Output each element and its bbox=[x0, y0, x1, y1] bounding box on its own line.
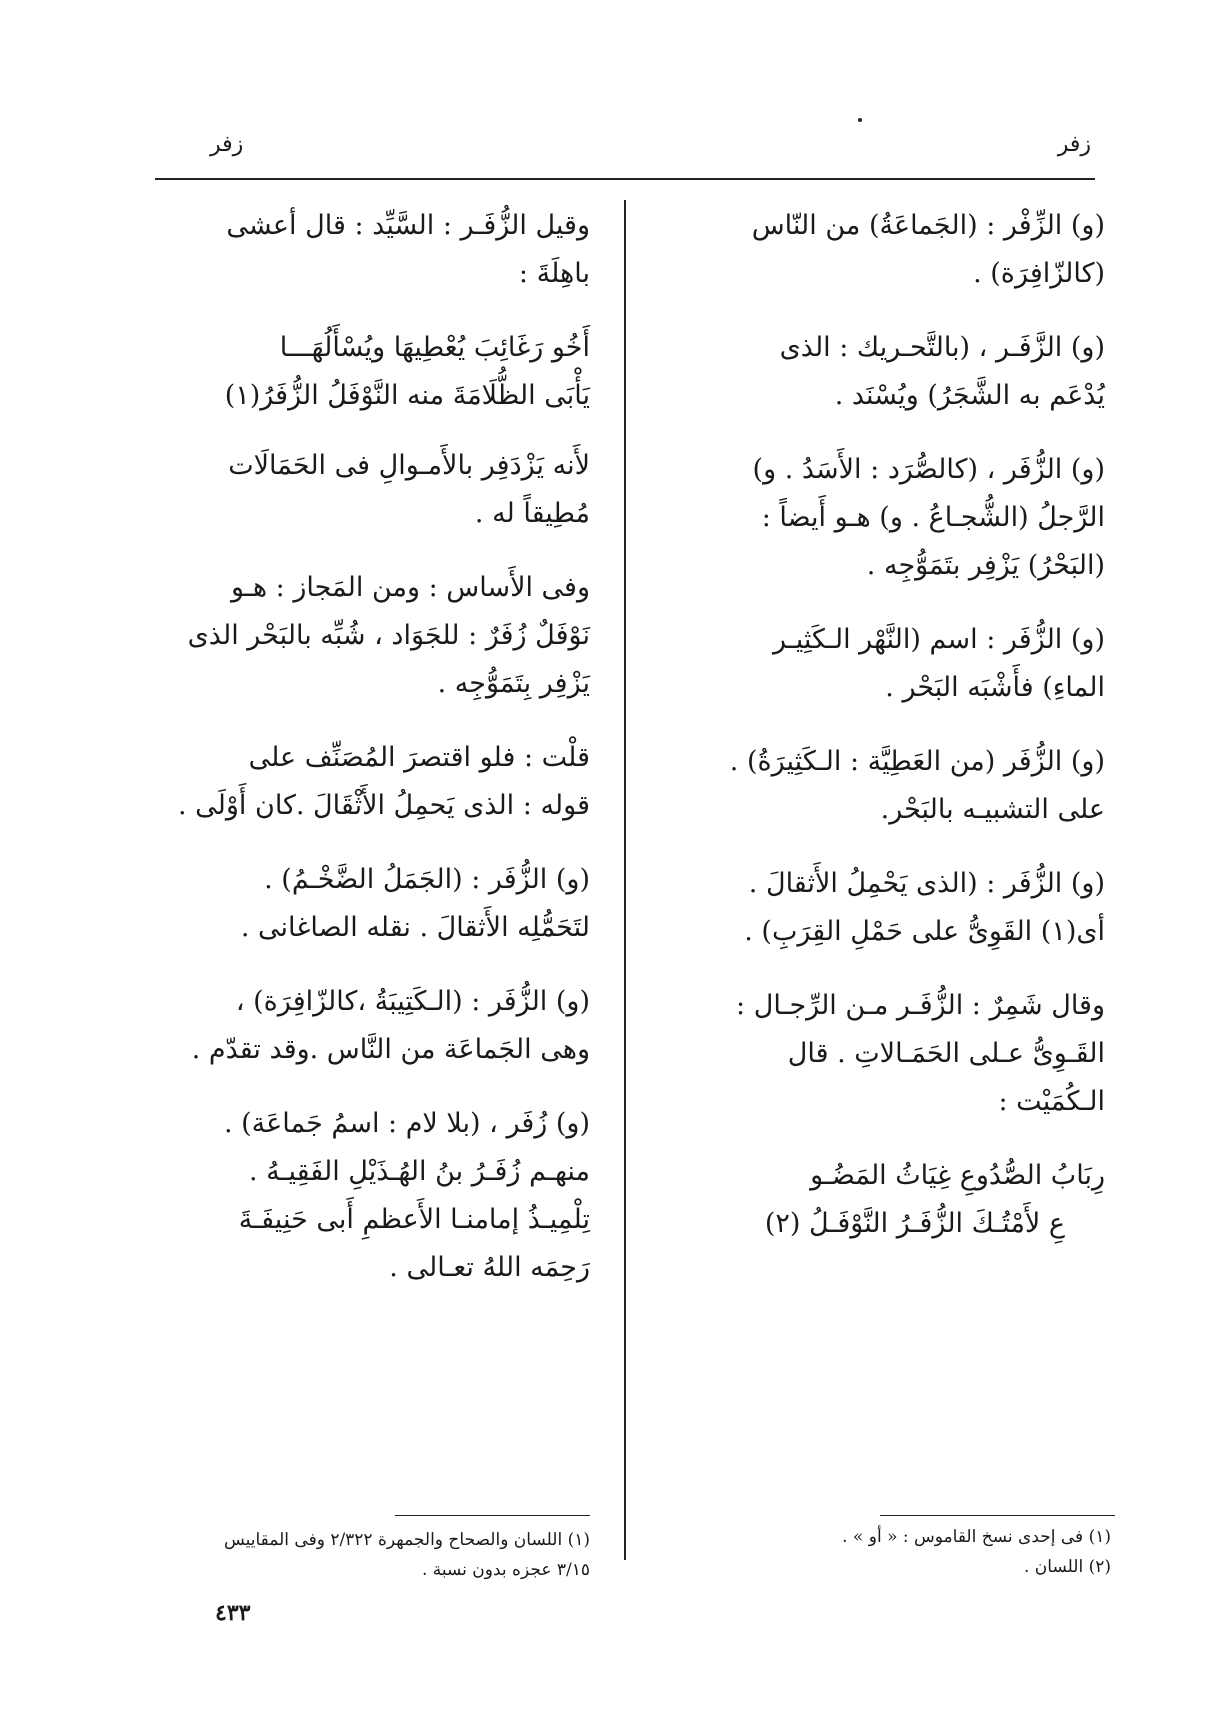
entry-paragraph bbox=[660, 616, 1105, 712]
text-line: يَزْفِر بِتَمَوُّجِه . bbox=[437, 668, 590, 699]
text-line: (و) الزُّفَر ، (كالصُّرَد : الأَسَدُ . و) bbox=[752, 454, 1105, 485]
text-line: على التشبيـه بالبَحْر. bbox=[880, 794, 1105, 825]
text-line: الرَّجلُ (الشُّجـاعُ . و) هـو أَيضاً : bbox=[761, 502, 1105, 533]
text-line: الـكُمَيْت : bbox=[998, 1086, 1105, 1117]
verse-hemistich: رِبَابُ الصُّدُوعِ غِيَاثُ المَضُـو bbox=[810, 1160, 1105, 1191]
entry-paragraph bbox=[660, 202, 1105, 298]
text-line: (و) الزُّفَر : (الذى يَحْمِلُ الأَثقالَ . bbox=[748, 868, 1105, 899]
footnotes-left bbox=[160, 1525, 590, 1585]
text-line: (و) الزُّفَر : (الجَمَلُ الضَّخْـمُ) . bbox=[264, 864, 590, 895]
entry-paragraph bbox=[150, 856, 590, 952]
text-line: قوله : الذى يَحمِلُ الأَثْقَالَ .كان أَوْلَى . bbox=[177, 790, 590, 821]
text-line: رَحِمَه اللهُ تعـالى . bbox=[389, 1252, 590, 1283]
footnote: (١) فى إحدى نسخ القاموس : « أو » . bbox=[842, 1527, 1111, 1547]
text-line: نَوْفَلٌ زُفَرٌ : للجَوَاد ، شُبِّه بالبَحْر الذى bbox=[187, 620, 590, 651]
text-line: (البَحْرُ) يَزْفِر بتَمَوُّجِه . bbox=[866, 550, 1105, 581]
text-line: الماءِ) فأَشْبَه البَحْر . bbox=[885, 672, 1105, 703]
text-line: قلْت : فلو اقتصرَ المُصَنِّف على bbox=[248, 742, 590, 773]
text-line: وهى الجَماعَة من النَّاس .وقد تقدّم . bbox=[191, 1034, 590, 1065]
text-line: (و) الزُّفَر : (الـكَتِيبَةُ ،كالزّافِرَة) ، bbox=[235, 986, 590, 1017]
text-line: أى(١) القَوِىُّ على حَمْلِ القِرَبِ) . bbox=[744, 916, 1105, 947]
column-divider bbox=[624, 200, 626, 1560]
left-column bbox=[150, 202, 590, 1318]
text-line: باهِلَةَ : bbox=[518, 258, 590, 289]
footnote: ٣/١٥ عجزه بدون نسبة . bbox=[421, 1560, 590, 1580]
verse-hemistich: أَخُو رَغَائِبَ يُعْطِيهَا ويُسْأَلُهَـــا bbox=[279, 332, 590, 363]
footnote: (٢) اللسان . bbox=[1024, 1557, 1111, 1577]
print-speck bbox=[858, 118, 862, 122]
entry-paragraph bbox=[660, 324, 1105, 420]
verse-hemistich: يَأْبَى الظُّلَامَةَ منه النَّوْفَلُ الزُّفَرُ(١) bbox=[224, 380, 590, 411]
text-line: لتَحَمُّلِه الأَثقالَ . نقله الصاغانى . bbox=[240, 912, 590, 943]
text-line: تِلْمِيـذُ إمامنـا الأَعظمِ أَبى حَنِيفَـةَ bbox=[238, 1204, 590, 1235]
entry-paragraph bbox=[660, 738, 1105, 834]
text-line: (و) الزُّفَر (من العَطِيَّة : الـكَثِيرَةُ) . bbox=[729, 746, 1105, 777]
right-column bbox=[660, 202, 1105, 1270]
text-line: (و) زُفَر ، (بلا لام : اسمُ جَماعَة) . bbox=[223, 1108, 590, 1139]
entry-paragraph bbox=[660, 860, 1105, 956]
entry-paragraph bbox=[150, 978, 590, 1074]
entry-paragraph bbox=[150, 564, 590, 708]
text-line: منهـم زُفَـرُ بنُ الهُـذَيْلِ الفَقِيـهُ . bbox=[248, 1156, 590, 1187]
text-line: (و) الزَّفَـر ، (بالتَّحـريك : الذى bbox=[779, 332, 1105, 363]
entry-paragraph bbox=[150, 734, 590, 830]
footnotes-right bbox=[751, 1522, 1111, 1582]
text-line: وقال شَمِرٌ : الزُّفَـر مـن الرِّجـال : bbox=[736, 990, 1105, 1021]
text-line: (كالزّافِرَة) . bbox=[973, 258, 1105, 289]
text-line: وقيل الزُّفَـر : السَّيِّد : قال أعشى bbox=[226, 210, 590, 241]
footnote-rule bbox=[880, 1515, 1115, 1516]
running-header-left: زفر bbox=[210, 132, 244, 157]
entry-paragraph bbox=[660, 982, 1105, 1126]
text-line: (و) الزِّفْر : (الجَماعَةُ) من النّاس bbox=[751, 210, 1105, 241]
poem-verse bbox=[660, 1152, 1105, 1248]
text-line: (و) الزُّفَر : اسم (النَّهْر الـكَثِيـر bbox=[772, 624, 1105, 655]
footnote-rule bbox=[395, 1515, 590, 1516]
entry-paragraph bbox=[150, 1100, 590, 1292]
verse-hemistich: عِ لأَمْتُـكَ الزُّفَـرُ النَّوْفَـلُ (٢) bbox=[764, 1208, 1065, 1239]
poem-verse bbox=[150, 324, 590, 420]
entry-paragraph bbox=[660, 446, 1105, 590]
footnote: (١) اللسان والصحاح والجمهرة ٢/٣٢٢ وفى المقاييس bbox=[223, 1530, 590, 1550]
text-line: لأَنه يَزْدَفِر بالأَمـوالِ فى الحَمَالَات bbox=[228, 450, 590, 481]
entry-paragraph bbox=[150, 442, 590, 538]
page-number: ٤٣٣ bbox=[215, 1600, 251, 1626]
header-rule bbox=[155, 178, 1095, 180]
entry-paragraph bbox=[150, 202, 590, 298]
text-line: مُطِيقاً له . bbox=[474, 498, 590, 529]
running-header-right: زفر bbox=[1057, 132, 1091, 157]
text-line: القَـوِىُّ عـلى الحَمَـالاتِ . قال bbox=[787, 1038, 1105, 1069]
text-line: يُدْعَم به الشَّجَرُ) ويُسْنَد . bbox=[834, 380, 1105, 411]
text-line: وفى الأَساس : ومن المَجاز : هـو bbox=[230, 572, 590, 603]
